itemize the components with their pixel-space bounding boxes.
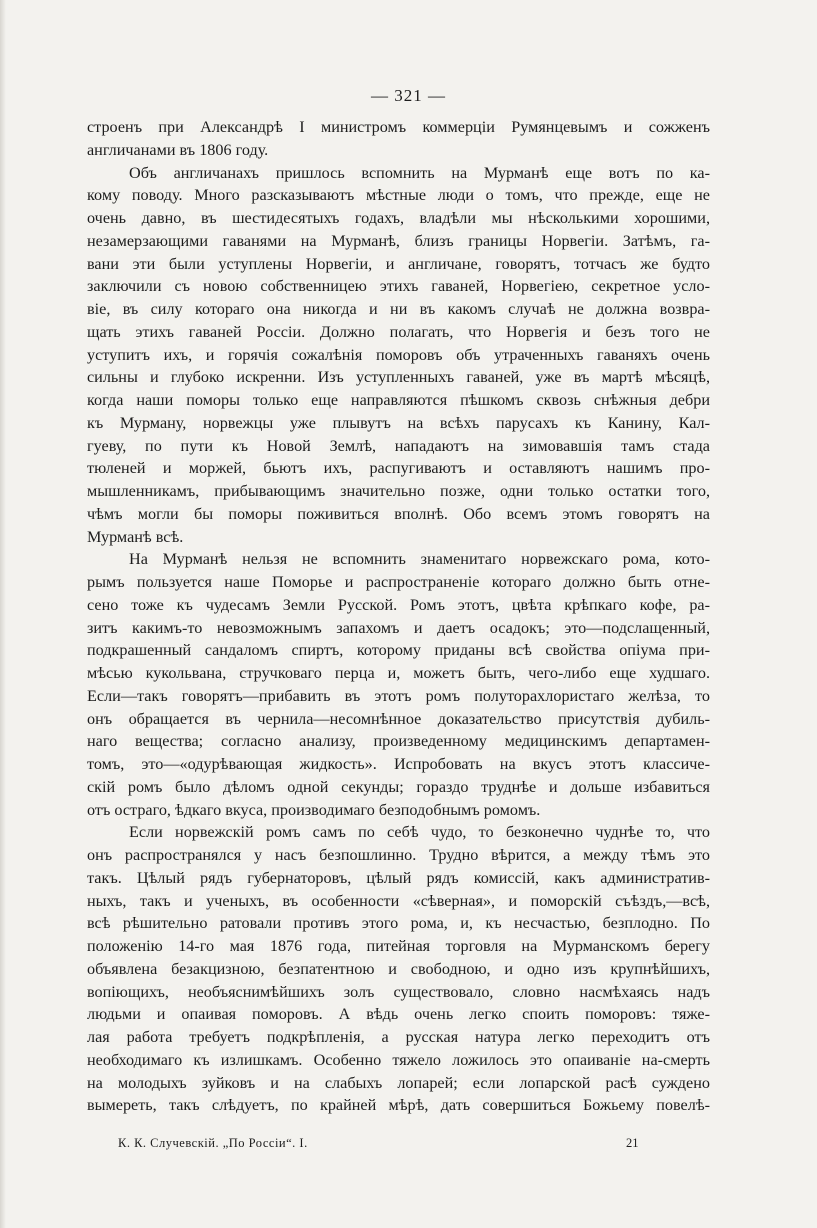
text-line: онъ распространялся у насъ безпошлинно. Трудно вѣрится, а между тѣмъ это (87, 846, 710, 864)
text-line: сено тоже къ чудесамъ Земли Русской. Ромъ этотъ, цвѣта крѣпкаго кофе, ра- (87, 595, 710, 614)
text-line: положенію 14-го мая 1876 года, питейная торговля на Мурманскомъ берегу (87, 937, 710, 955)
text-line: онъ обращается въ чернила—несомнѣнное доказательство присутствія дубиль- (87, 709, 710, 728)
text-line: очень давно, въ шестидесятыхъ годахъ, владѣли мы нѣсколькими хорошими, (87, 209, 710, 227)
text-line: мѣсью кукольвана, стручковаго перца и, можетъ быть, чего-либо еще худшаго. (87, 664, 710, 682)
text-line: уступитъ ихъ, и горячія сожалѣнія поморовъ объ утраченныхъ гаваняхъ очень (87, 345, 710, 364)
text-line: англичанами въ 1806 году. (87, 140, 269, 159)
text-line: всѣ рѣшительно ратовали противъ этого рома, и, къ несчастью, безплодно. По (87, 914, 710, 933)
text-line: рымъ пользуется наше Поморье и распространеніе котораго должно быть отне- (87, 573, 710, 591)
text-line: такъ. Цѣлый рядъ губернаторовъ, цѣлый рядъ комиссій, какъ административ- (87, 868, 710, 887)
text-line: необходимаго къ излишкамъ. Особенно тяжело ложилось это опаиваніе на-смерть (87, 1050, 710, 1069)
text-line: скій ромъ было дѣломъ одной секунды; гораздо труднѣе и дольше избавиться (87, 777, 710, 796)
text-line: мышленникамъ, прибывающимъ значительно позже, одни только остатки того, (87, 482, 710, 500)
text-line: подкрашенный сандаломъ спиртъ, которому приданы всѣ свойства опіума при- (87, 641, 710, 660)
text-line: вопіющихъ, необъяснимѣйшихъ золъ существовало, словно насмѣхаясь надъ (87, 982, 710, 1001)
page-edge-shadow (0, 0, 6, 1228)
text-line: лая работа требуетъ подкрѣпленія, а русская натура легко переходитъ отъ (87, 1028, 710, 1046)
text-line: объявлена безакцизною, безпатентною и свободною, и одно изъ крупнѣйшихъ, (87, 959, 710, 978)
text-line: Если—такъ говорятъ—прибавить въ этотъ ромъ полуторахлористаго желѣза, то (87, 686, 710, 705)
text-line: кому поводу. Много разсказываютъ мѣстные люди о томъ, что прежде, еще не (87, 186, 710, 205)
text-line: отъ остраго, ѣдкаго вкуса, производимаго безподобнымъ ромомъ. (87, 800, 541, 819)
footer-sheet-number: 21 (626, 1136, 639, 1150)
text-line: заключили съ новою собственницею этихъ гаваней, Норвегіею, секретное усло- (87, 277, 710, 296)
text-line: зитъ какимъ-то невозможнымъ запахомъ и даетъ осадокъ; это—подслащенный, (87, 618, 710, 637)
text-line: тюленей и моржей, бьютъ ихъ, распугиваютъ и оставляютъ нашимъ про- (87, 459, 710, 478)
page-number: — 321 — (371, 86, 446, 105)
text-line: къ Мурману, норвежцы уже плывутъ на всѣхъ парусахъ къ Канину, Кал- (87, 413, 710, 432)
text-line: вани эти были уступлены Норвегіи, и англичане, говорятъ, тотчасъ же будто (87, 254, 710, 273)
text-line: Мурманѣ всѣ. (87, 527, 184, 546)
text-line: Если норвежскій ромъ самъ по себѣ чудо, то безконечно чуднѣе то, что (129, 823, 710, 842)
body-text (87, 116, 710, 1117)
text-line: строенъ при Александрѣ I министромъ коммерціи Румянцевымъ и сожженъ (87, 118, 710, 136)
text-line: томъ, это—«одурѣвающая жидкость». Испробовать на вкусъ этотъ классиче- (87, 755, 710, 773)
text-line: чѣмъ могли бы поморы поживиться вполнѣ. Обо всемъ этомъ говорятъ на (87, 504, 710, 523)
text-line: наго вещества; согласно анализу, произведенному медицинскимъ департамен- (87, 732, 710, 751)
text-line: гуеву, по пути къ Новой Землѣ, нападаютъ на зимовавшія тамъ стада (87, 436, 710, 455)
text-line: вымереть, такъ слѣдуетъ, по крайней мѣрѣ, дать совершиться Божьему повелѣ- (87, 1096, 710, 1115)
text-line: сильны и глубоко искренни. Изъ уступленныхъ гаваней, уже въ мартѣ мѣсяцѣ, (87, 368, 710, 387)
text-line: людьми и опаивая поморовъ. А вѣдь очень легко споить поморовъ: тяже- (87, 1005, 710, 1024)
text-line: ныхъ, такъ и ученыхъ, въ особенности «сѣверная», и поморскій съѣздъ,—всѣ, (87, 891, 710, 910)
text-line: щать этихъ гаваней Россіи. Должно полагать, что Норвегія и безъ того не (87, 322, 710, 341)
text-line: незамерзающими гаванями на Мурманѣ, близъ границы Норвегіи. Затѣмъ, га- (87, 231, 710, 250)
text-line: Объ англичанахъ пришлось вспомнить на Мурманѣ еще вотъ по ка- (129, 163, 710, 182)
footer-signature: К. К. Случевскій. „По Россіи“. I. (118, 1136, 308, 1150)
text-line: віе, въ силу котораго она никогда и ни въ какомъ случаѣ не должна возвра- (87, 300, 710, 318)
text-line: на молодыхъ зуйковъ и на слабыхъ лопарей; если лопарской расѣ суждено (87, 1073, 710, 1092)
text-line: когда наши поморы только еще направляются пѣшкомъ сквозь снѣжныя дебри (87, 391, 710, 409)
text-line: На Мурманѣ нельзя не вспомнить знаменитаго норвежскаго рома, кото- (129, 550, 710, 569)
